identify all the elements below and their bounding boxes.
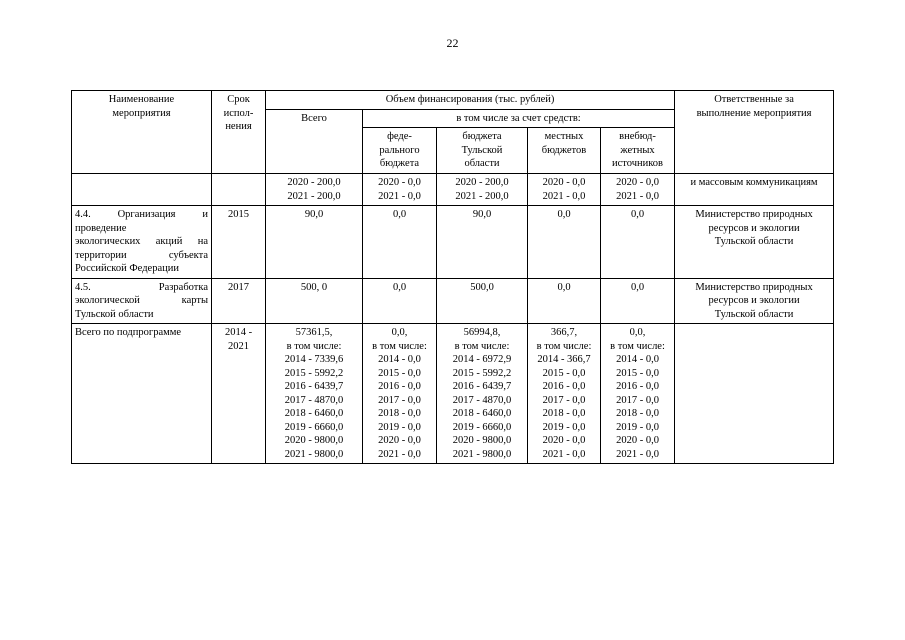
row-total-federal-line: 2020 - 0,0 <box>378 435 421 446</box>
row-total-federal-line: 2016 - 0,0 <box>378 381 421 392</box>
row-total-term-line: 2014 - <box>224 327 253 338</box>
row-total-extra-line: 2018 - 0,0 <box>616 408 659 419</box>
header-federal-line: феде- <box>387 131 412 142</box>
row-total-local-line: 2017 - 0,0 <box>542 394 586 406</box>
row-4-4 <box>72 206 834 279</box>
row-total-local-line: 366,7, <box>550 327 578 338</box>
row-total-tula-line: в том числе: <box>454 340 510 352</box>
row-4-5-federal: 0,0 <box>363 278 437 324</box>
financing-table <box>71 90 834 464</box>
cont-extra <box>601 174 675 206</box>
row-total-local-line: 2021 - 0,0 <box>542 448 586 460</box>
cont-local <box>528 174 601 206</box>
row-total-tula-line: 2016 - 6439,7 <box>452 381 512 392</box>
row-4-4-name-line: экологических акций на <box>75 236 208 247</box>
cont-federal-line: 2021 - 0,0 <box>378 190 421 202</box>
cont-tula-line: 2020 - 200,0 <box>455 177 509 188</box>
row-4-4-tula: 90,0 <box>437 206 528 279</box>
row-total-tula-line: 2018 - 6460,0 <box>452 408 512 419</box>
header-responsible-line: Ответственные за <box>714 94 794 105</box>
row-4-5-name-line: Тульской области <box>75 308 154 320</box>
row-total-total-line: 2019 - 6660,0 <box>284 421 344 433</box>
row-4-5-tula: 500,0 <box>437 278 528 324</box>
row-4-5-extra: 0,0 <box>601 278 675 324</box>
row-4-4-total: 90,0 <box>266 206 363 279</box>
row-total-tula-line: 2014 - 6972,9 <box>452 354 512 365</box>
row-total-total-line: 2016 - 6439,7 <box>284 381 344 392</box>
header-local <box>528 128 601 174</box>
row-total-local <box>528 324 601 464</box>
row-total-name: Всего по подпрограмме <box>72 324 212 464</box>
row-total-tula-line: 2020 - 9800,0 <box>452 435 512 446</box>
row-total-local-line: 2016 - 0,0 <box>542 381 586 392</box>
row-4-4-name-line: Российской Федерации <box>75 263 179 274</box>
row-total-federal-line: 2018 - 0,0 <box>378 408 421 419</box>
header-responsible-line: выполнение мероприятия <box>696 107 812 119</box>
row-total-tula-line: 56994,8, <box>463 327 501 338</box>
header-name-line: мероприятия <box>112 107 171 119</box>
header-tula-line: бюджета <box>462 131 502 142</box>
row-4-4-name-line: территории субъекта <box>75 249 208 261</box>
row-4-5-responsible <box>675 278 834 324</box>
row-4-5-term: 2017 <box>212 278 266 324</box>
row-4-5-total: 500, 0 <box>266 278 363 324</box>
row-total-local-line: 2019 - 0,0 <box>542 421 586 433</box>
row-4-5-name <box>72 278 212 324</box>
header-funding: Объем финансирования (тыс. рублей) <box>266 91 675 110</box>
header-incl-sources: в том числе за счет средств: <box>363 109 675 128</box>
row-4-4-responsible-line: Министерство природных <box>695 209 813 220</box>
row-4-4-local: 0,0 <box>528 206 601 279</box>
row-4-5-responsible-line: ресурсов и экологии <box>708 295 800 306</box>
row-total-federal-line: в том числе: <box>372 340 427 352</box>
cont-tula-line: 2021 - 200,0 <box>455 190 509 202</box>
cont-local-line: 2021 - 0,0 <box>542 190 586 202</box>
row-total-tula-line: 2021 - 9800,0 <box>452 448 512 460</box>
row-total-total-line: 2017 - 4870,0 <box>284 394 344 406</box>
row-total-local-line: 2020 - 0,0 <box>542 435 586 446</box>
row-total-tula <box>437 324 528 464</box>
row-4-4-name-line: проведение <box>75 222 127 234</box>
row-4-4-responsible <box>675 206 834 279</box>
row-total-extra-line: 2015 - 0,0 <box>616 367 659 379</box>
row-4-4-responsible-line: Тульской области <box>714 236 794 247</box>
cont-local-line: 2020 - 0,0 <box>542 177 586 188</box>
row-4-4-term: 2015 <box>212 206 266 279</box>
header-name <box>72 91 212 174</box>
header-extra-line: внебюд- <box>619 131 656 142</box>
row-total-extra-line: в том числе: <box>610 340 665 352</box>
cont-total-line: 2021 - 200,0 <box>287 190 341 202</box>
row-total-total-line: 2015 - 5992,2 <box>284 367 344 379</box>
row-4-4-name <box>72 206 212 279</box>
row-total-total-line: 57361,5, <box>295 327 333 338</box>
row-4-5-name-line: экологической карты <box>75 295 208 306</box>
cont-total-line: 2020 - 200,0 <box>287 177 341 188</box>
header-term-line: нения <box>225 121 252 132</box>
row-4-5 <box>72 278 834 324</box>
row-total-federal <box>363 324 437 464</box>
row-total-extra-line: 2016 - 0,0 <box>616 381 659 392</box>
row-4-5-responsible-line: Министерство природных <box>695 281 813 293</box>
row-4-4-extra: 0,0 <box>601 206 675 279</box>
row-total-total-line: 2021 - 9800,0 <box>284 448 344 460</box>
row-4-5-local: 0,0 <box>528 278 601 324</box>
header-extra-line: источников <box>612 158 664 169</box>
row-4-5-name-line: 4.5. Разработка <box>75 281 208 293</box>
header-tula-line: Тульской <box>461 144 503 156</box>
row-total-federal-line: 2015 - 0,0 <box>378 367 421 379</box>
row-total-responsible <box>675 324 834 464</box>
row-total-local-line: 2015 - 0,0 <box>542 367 586 379</box>
row-total-extra-line: 2014 - 0,0 <box>616 354 659 365</box>
header-term-line: Срок <box>227 94 250 105</box>
row-total <box>72 324 834 464</box>
row-total-total-line: в том числе: <box>286 340 342 352</box>
header-total: Всего <box>266 109 363 174</box>
row-total-extra-line: 2017 - 0,0 <box>616 394 659 406</box>
header-federal <box>363 128 437 174</box>
header-term <box>212 91 266 174</box>
header-term-line: испол- <box>223 107 254 119</box>
row-total-extra-line: 2021 - 0,0 <box>616 448 659 460</box>
cont-tula <box>437 174 528 206</box>
header-row-1 <box>72 91 834 110</box>
row-total-federal-line: 2021 - 0,0 <box>378 448 421 460</box>
row-4-5-responsible-line: Тульской области <box>714 308 794 320</box>
row-total-term-line: 2021 <box>228 340 249 352</box>
row-4-4-name-line: 4.4. Организация и <box>75 209 208 220</box>
continuation-row <box>72 174 834 206</box>
cont-extra-line: 2021 - 0,0 <box>616 190 659 202</box>
row-total-term <box>212 324 266 464</box>
row-total-tula-line: 2017 - 4870,0 <box>452 394 512 406</box>
header-extra <box>601 128 675 174</box>
header-tula <box>437 128 528 174</box>
cont-federal <box>363 174 437 206</box>
row-total-extra <box>601 324 675 464</box>
row-total-federal-line: 2017 - 0,0 <box>378 394 421 406</box>
header-federal-line: бюджета <box>379 158 420 169</box>
row-total-extra-line: 0,0, <box>629 327 646 338</box>
cont-name <box>72 174 212 206</box>
header-local-line: местных <box>544 131 584 142</box>
header-federal-line: рального <box>379 144 420 156</box>
row-total-federal-line: 0,0, <box>391 327 408 338</box>
row-total-tula-line: 2015 - 5992,2 <box>452 367 512 379</box>
row-total-extra-line: 2019 - 0,0 <box>616 421 659 433</box>
header-tula-line: области <box>464 158 500 169</box>
cont-total <box>266 174 363 206</box>
row-4-4-federal: 0,0 <box>363 206 437 279</box>
row-total-local-line: 2014 - 366,7 <box>537 354 591 365</box>
cont-extra-line: 2020 - 0,0 <box>616 177 659 188</box>
row-total-local-line: 2018 - 0,0 <box>542 408 586 419</box>
row-total-total-line: 2014 - 7339,6 <box>284 354 344 365</box>
row-total-total-line: 2020 - 9800,0 <box>284 435 344 446</box>
row-total-federal-line: 2014 - 0,0 <box>378 354 421 365</box>
cont-term <box>212 174 266 206</box>
page-number: 22 <box>446 36 459 50</box>
row-total-total-line: 2018 - 6460,0 <box>284 408 344 419</box>
cont-responsible: и массовым коммуникациям <box>675 174 834 206</box>
header-responsible <box>675 91 834 174</box>
header-name-line: Наименование <box>108 94 175 105</box>
header-local-line: бюджетов <box>541 144 587 156</box>
header-extra-line: жетных <box>620 144 655 156</box>
row-total-extra-line: 2020 - 0,0 <box>616 435 659 446</box>
row-total-total <box>266 324 363 464</box>
row-total-tula-line: 2019 - 6660,0 <box>452 421 512 433</box>
row-4-4-responsible-line: ресурсов и экологии <box>708 222 800 234</box>
cont-federal-line: 2020 - 0,0 <box>378 177 421 188</box>
row-total-federal-line: 2019 - 0,0 <box>378 421 421 433</box>
row-total-local-line: в том числе: <box>536 340 592 352</box>
